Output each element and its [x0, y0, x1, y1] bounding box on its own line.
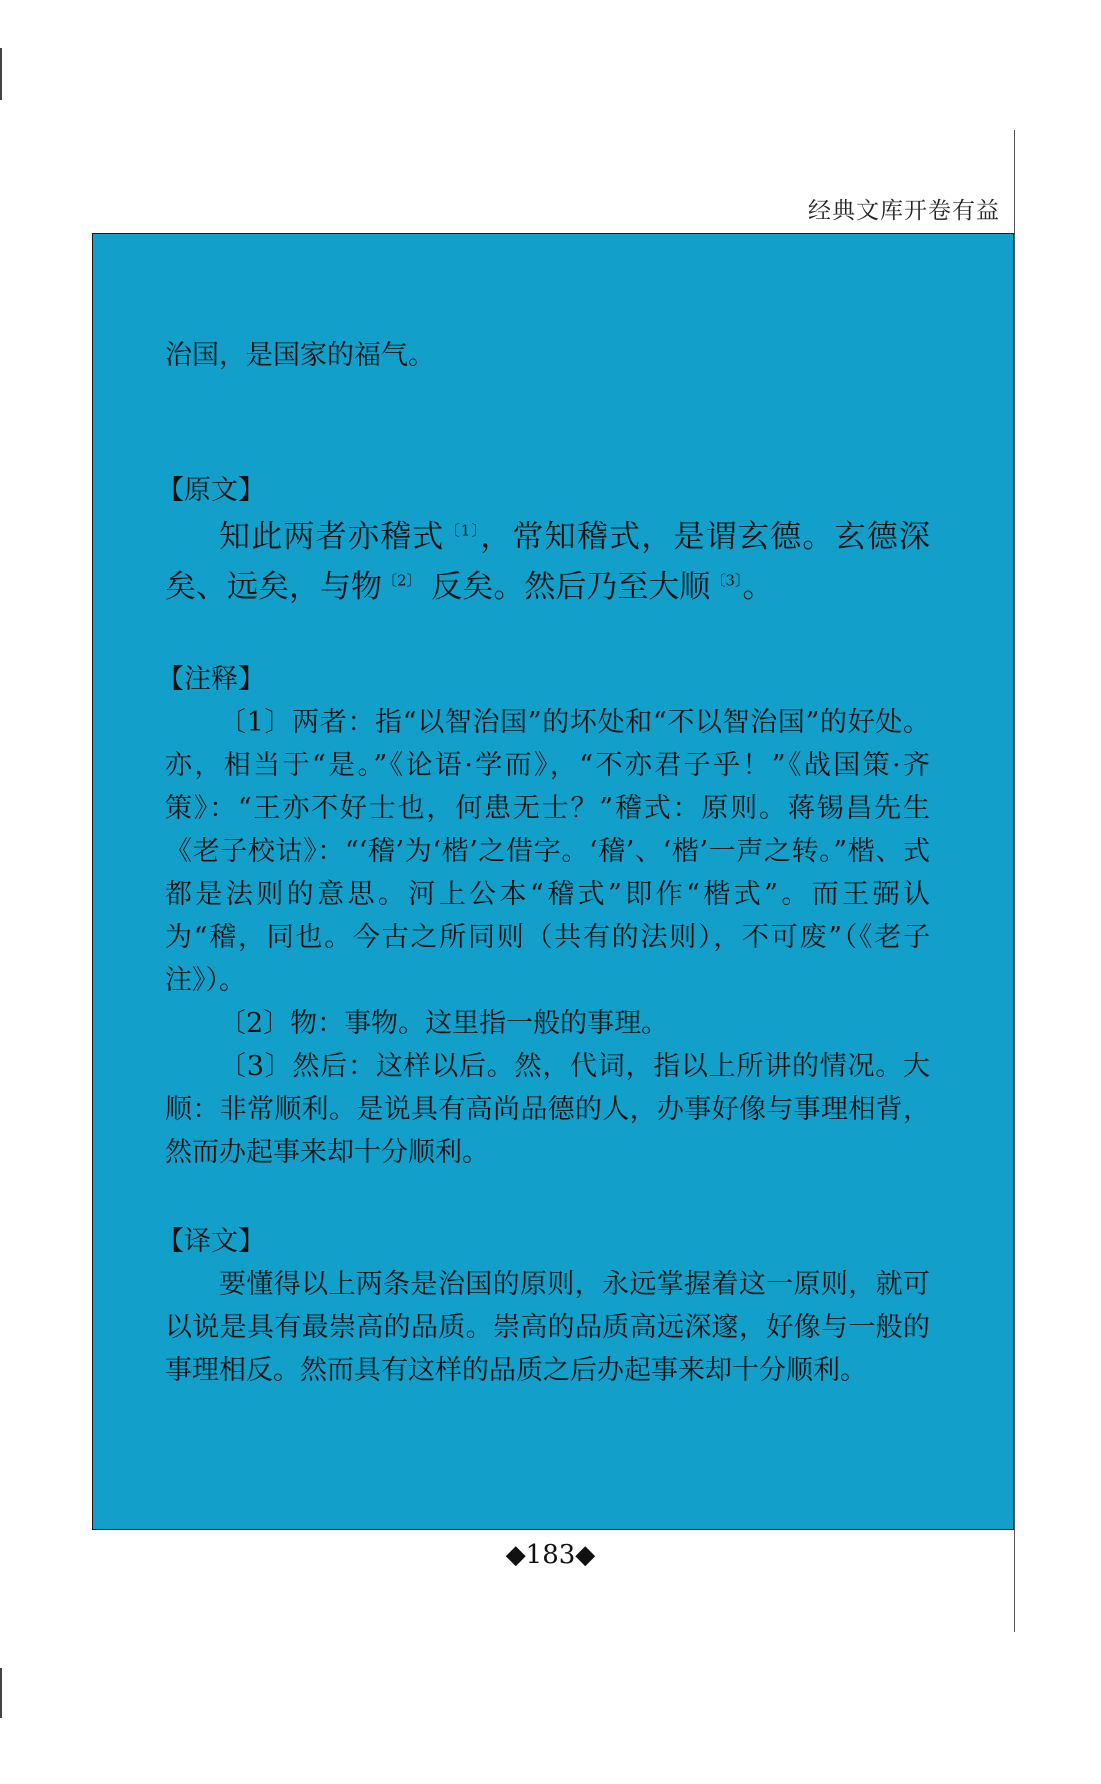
translation-text: 要懂得以上两条是治国的原则，永远掌握着这一原则，就可以说是具有最崇高的品质。崇高的品质高远深邃，好像与一般的事理相反。然而具有这样的品质之后办起事来却十分顺利。	[165, 1269, 930, 1386]
text-column	[157, 334, 931, 1392]
crop-mark-bottom	[0, 1668, 2, 1718]
original-seg4: 。	[742, 569, 774, 605]
running-head: 经典文库开卷有益	[808, 198, 1000, 224]
footnote-marker-1: 〔1〕	[444, 521, 481, 540]
page-edge-line	[1014, 130, 1015, 1632]
translation-heading: 【译文】	[157, 1226, 265, 1257]
intro-line: 治国，是国家的福气。	[165, 340, 435, 371]
original-seg2: ，常知稽式，是谓玄德。玄德深矣、远矣，与物	[165, 519, 931, 605]
original-heading: 【原文】	[157, 475, 265, 506]
original-seg1: 知此两者亦稽式	[219, 519, 445, 555]
note-item-1: 〔1〕两者：指“以智治国”的坏处和“不以智治国”的好处。亦，相当于“是。”《论语·学而》，“不亦君子乎！”《战国策·齐策》：“王亦不好士也，何患无士？”稽式：原则。蒋锡昌先生《老子校诂》：“‘稽’为‘楷’之借字。‘稽’、‘楷’一声之转。”楷、式都是法则的意思。河上公本“稽式”即作“楷式”。而王弼认为“稽，同也。今古之所同则（共有的法则），不可废”（《老子注》）。	[165, 707, 930, 996]
original-text	[165, 512, 930, 612]
crop-mark-top	[0, 48, 2, 100]
footnote-marker-2: 〔2〕	[382, 571, 422, 590]
footnote-marker-3: 〔3〕	[710, 571, 743, 590]
note-item-2: 〔2〕物：事物。这里指一般的事理。	[219, 1008, 669, 1039]
note-item-3: 〔3〕然后：这样以后。然，代词，指以上所讲的情况。大顺：非常顺利。是说具有高尚品德的人，办事好像与事理相背，然而办起事来却十分顺利。	[165, 1051, 930, 1168]
page-number: ◆183◆	[505, 1540, 596, 1570]
original-seg3: 反矣。然后乃至大顺	[421, 569, 711, 605]
notes-heading: 【注释】	[157, 664, 265, 695]
content-panel	[92, 233, 1014, 1530]
